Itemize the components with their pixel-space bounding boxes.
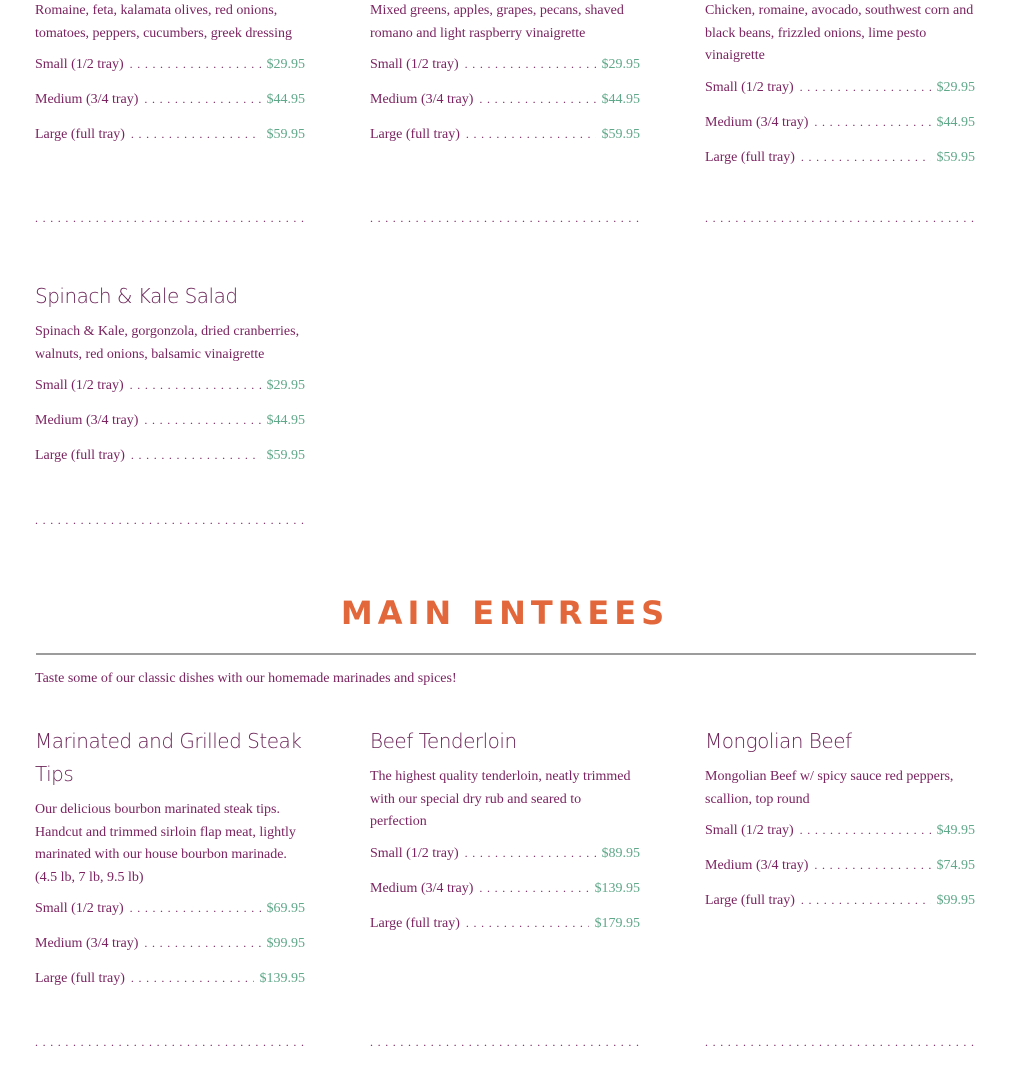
price-row-medium bbox=[705, 858, 975, 893]
dot-leader bbox=[130, 901, 261, 916]
price: $139.95 bbox=[594, 880, 640, 896]
price-row-large bbox=[705, 893, 975, 928]
size-label: Medium (3/4 tray) bbox=[705, 858, 809, 873]
section-intro: Taste some of our classic dishes with our homemade marinades and spices! bbox=[35, 671, 457, 686]
menu-item-mongolian-beef bbox=[705, 725, 975, 928]
menu-item-steak-tips bbox=[35, 725, 305, 1006]
dot-leader bbox=[814, 858, 930, 873]
dot-leader bbox=[465, 57, 596, 72]
price-row-large bbox=[35, 971, 305, 1006]
dot-leader bbox=[814, 115, 930, 130]
item-title: Beef Tenderloin bbox=[370, 729, 517, 753]
dot-leader bbox=[144, 92, 260, 107]
dot-leader bbox=[800, 80, 931, 95]
price: $69.95 bbox=[266, 901, 305, 916]
price: $59.95 bbox=[266, 127, 305, 142]
dot-leader bbox=[466, 127, 596, 142]
size-label: Small (1/2 tray) bbox=[35, 57, 124, 72]
price-row-small bbox=[705, 823, 975, 858]
section-title: MAIN ENTREES bbox=[340, 594, 670, 632]
price-row-medium bbox=[35, 92, 305, 127]
price: $179.95 bbox=[594, 915, 640, 931]
menu-item-mixed-greens-salad bbox=[370, 0, 640, 162]
item-title: Mongolian Beef bbox=[705, 729, 852, 753]
size-label: Medium (3/4 tray) bbox=[705, 114, 809, 130]
dot-leader bbox=[131, 127, 261, 142]
price-row-large bbox=[370, 127, 640, 162]
price-row-large bbox=[35, 127, 305, 162]
dot-leader bbox=[465, 846, 596, 861]
size-label: Large (full tray) bbox=[705, 149, 795, 165]
price: $44.95 bbox=[266, 92, 305, 107]
dotted-separator bbox=[35, 514, 305, 526]
dot-leader bbox=[479, 92, 595, 107]
price: $74.95 bbox=[936, 858, 975, 873]
item-description: Chicken, romaine, avocado, southwest corn and black beans, frizzled onions, lime pesto vinaigrette bbox=[705, 3, 974, 63]
item-description: Spinach & Kale, gorgonzola, dried cranberries, walnuts, red onions, balsamic vinaigrette bbox=[35, 324, 300, 362]
price-row-large bbox=[35, 448, 305, 483]
price: $49.95 bbox=[936, 823, 975, 838]
price: $59.95 bbox=[601, 127, 640, 142]
item-description: Mongolian Beef w/ spicy sauce red peppers, scallion, top round bbox=[705, 769, 954, 807]
price-row-medium bbox=[370, 881, 640, 916]
price: $29.95 bbox=[601, 57, 640, 72]
size-label: Small (1/2 tray) bbox=[35, 378, 124, 393]
price: $44.95 bbox=[936, 114, 975, 130]
dot-leader bbox=[801, 893, 931, 908]
menu-item-spinach-kale-salad bbox=[35, 280, 305, 483]
dot-leader bbox=[131, 971, 254, 986]
size-label: Large (full tray) bbox=[35, 127, 125, 142]
price: $29.95 bbox=[266, 378, 305, 393]
price: $59.95 bbox=[266, 448, 305, 463]
price-row-large bbox=[370, 916, 640, 951]
size-label: Large (full tray) bbox=[705, 893, 795, 908]
size-label: Small (1/2 tray) bbox=[705, 823, 794, 838]
item-description: Our delicious bourbon marinated steak tips. Handcut and trimmed sirloin flap meat, lightly marinated with our house bourbon marinade. (4.5 lb, 7 lb, 9.5 lb) bbox=[35, 802, 296, 885]
price-row-small bbox=[35, 57, 305, 92]
price-row-small bbox=[370, 57, 640, 92]
price-row-small bbox=[35, 378, 305, 413]
price: $29.95 bbox=[936, 79, 975, 95]
price-row-medium bbox=[35, 413, 305, 448]
menu-item-beef-tenderloin bbox=[370, 725, 640, 951]
section-divider bbox=[36, 653, 976, 655]
item-description: The highest quality tenderloin, neatly trimmed with our special dry rub and seared to perfection bbox=[370, 769, 631, 829]
size-label: Small (1/2 tray) bbox=[705, 79, 794, 95]
dotted-separator bbox=[370, 212, 640, 224]
price-row-small bbox=[705, 80, 975, 115]
price-row-small bbox=[370, 846, 640, 881]
item-title: Marinated and Grilled Steak Tips bbox=[35, 729, 302, 786]
price: $99.95 bbox=[936, 893, 975, 908]
price: $99.95 bbox=[266, 936, 305, 951]
dotted-separator bbox=[35, 212, 305, 224]
price-row-small bbox=[35, 901, 305, 936]
item-description: Mixed greens, apples, grapes, pecans, shaved romano and light raspberry vinaigrette bbox=[370, 3, 624, 41]
size-label: Medium (3/4 tray) bbox=[35, 92, 139, 107]
price-row-large bbox=[705, 150, 975, 185]
price: $44.95 bbox=[266, 413, 305, 428]
size-label: Medium (3/4 tray) bbox=[35, 936, 139, 951]
dot-leader bbox=[800, 823, 931, 838]
price: $139.95 bbox=[259, 971, 305, 986]
dot-leader bbox=[144, 413, 260, 428]
item-title: Spinach & Kale Salad bbox=[35, 284, 238, 308]
size-label: Large (full tray) bbox=[370, 127, 460, 142]
dot-leader bbox=[130, 57, 261, 72]
menu-item-southwest-salad bbox=[705, 0, 975, 185]
dotted-separator bbox=[705, 212, 975, 224]
dotted-separator bbox=[370, 1036, 640, 1048]
size-label: Small (1/2 tray) bbox=[370, 57, 459, 72]
dotted-separator bbox=[705, 1036, 975, 1048]
price: $59.95 bbox=[936, 149, 975, 165]
size-label: Medium (3/4 tray) bbox=[370, 92, 474, 107]
price-row-medium bbox=[370, 92, 640, 127]
price: $89.95 bbox=[601, 845, 640, 861]
item-description: Romaine, feta, kalamata olives, red onions, tomatoes, peppers, cucumbers, greek dressing bbox=[35, 3, 292, 41]
size-label: Small (1/2 tray) bbox=[370, 845, 459, 861]
dotted-separator bbox=[35, 1036, 305, 1048]
size-label: Medium (3/4 tray) bbox=[35, 413, 139, 428]
dot-leader bbox=[131, 448, 261, 463]
size-label: Medium (3/4 tray) bbox=[370, 880, 474, 896]
dot-leader bbox=[479, 881, 588, 896]
price-row-medium bbox=[705, 115, 975, 150]
price: $44.95 bbox=[601, 92, 640, 107]
size-label: Large (full tray) bbox=[35, 448, 125, 463]
price: $29.95 bbox=[266, 57, 305, 72]
size-label: Small (1/2 tray) bbox=[35, 901, 124, 916]
dot-leader bbox=[144, 936, 260, 951]
size-label: Large (full tray) bbox=[370, 915, 460, 931]
size-label: Large (full tray) bbox=[35, 971, 125, 986]
dot-leader bbox=[466, 916, 589, 931]
dot-leader bbox=[801, 150, 931, 165]
dot-leader bbox=[130, 378, 261, 393]
menu-item-greek-salad bbox=[35, 0, 305, 162]
price-row-medium bbox=[35, 936, 305, 971]
